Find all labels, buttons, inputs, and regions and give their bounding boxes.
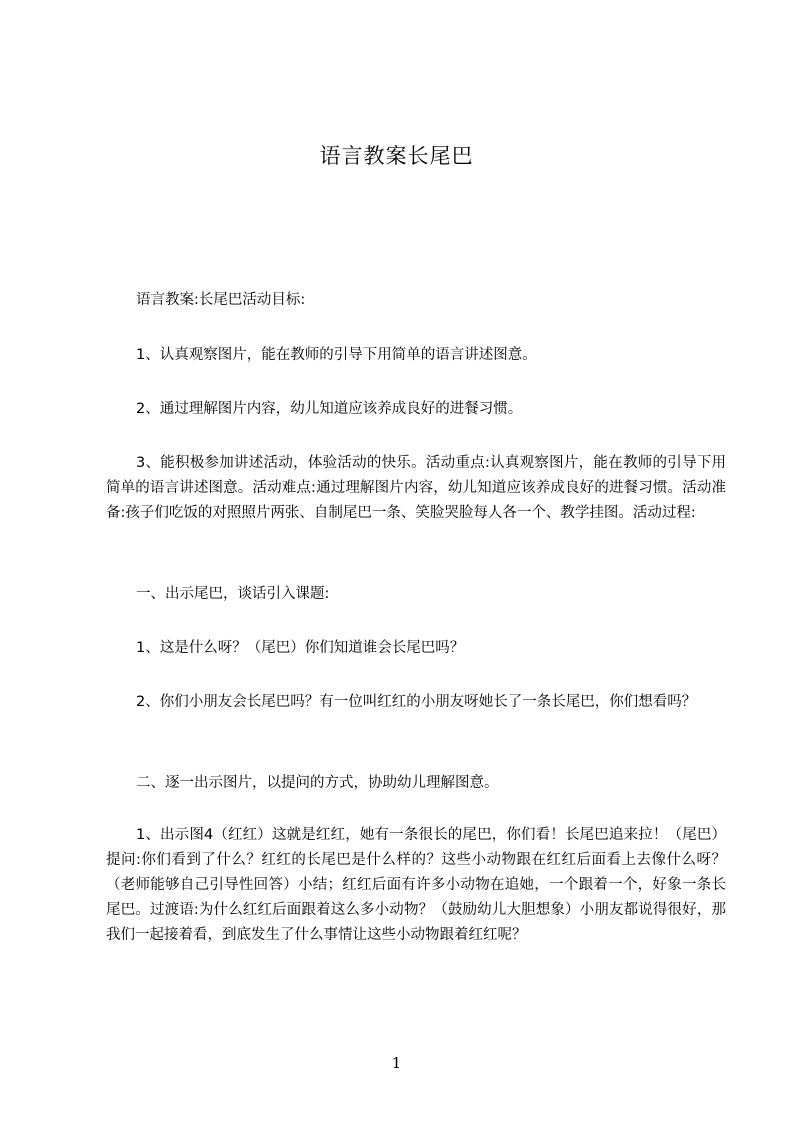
paragraph-goal-1 bbox=[106, 343, 726, 368]
paragraph-step-3 bbox=[106, 823, 726, 948]
paragraph-goal-2 bbox=[106, 397, 726, 422]
paragraph-section-2 bbox=[106, 771, 726, 796]
paragraph-step-1 bbox=[106, 636, 726, 661]
paragraph-text: 一、出示尾巴，谈话引入课题: bbox=[136, 586, 330, 602]
paragraph-goal-3 bbox=[106, 451, 726, 526]
paragraph-text: 语言教案:长尾巴活动目标: bbox=[136, 292, 306, 308]
paragraph-text: 二、逐一出示图片，以提问的方式，协助幼儿理解图意。 bbox=[136, 775, 499, 791]
paragraph-section-1 bbox=[106, 582, 726, 607]
paragraph-text: 2、通过理解图片内容，幼儿知道应该养成良好的进餐习惯。 bbox=[136, 401, 523, 417]
paragraph-text: 1、这是什么呀？（尾巴）你们知道谁会长尾巴吗？ bbox=[136, 640, 465, 656]
page-number: 1 bbox=[391, 1054, 402, 1072]
paragraph-text: 3、能积极参加讲述活动，体验活动的快乐。活动重点:认真观察图片，能在教师的引导下用简单的语言讲述图意。活动难点:通过理解图片内容，幼儿知道应该养成良好的进餐习惯。活动准备:孩子们吃饭的对照照片两张、自制尾巴一条、笑脸哭脸每人各一个、教学挂图。活动过程: bbox=[106, 455, 726, 521]
page-title: 语言教案长尾巴 bbox=[319, 144, 474, 168]
paragraph-text: 1、认真观察图片，能在教师的引导下用简单的语言讲述图意。 bbox=[136, 347, 537, 363]
paragraph-intro bbox=[106, 288, 726, 313]
paragraph-step-2 bbox=[106, 690, 726, 715]
paragraph-text: 1、出示图4（红红）这就是红红，她有一条很长的尾巴，你们看！长尾巴追来拉！（尾巴）提问:你们看到了什么？红红的长尾巴是什么样的？这些小动物跟在红红后面看上去像什么呀？（老师能够自己引导性回答）小结；红红后面有许多小动物在追她，一个跟着一个，好象一条长尾巴。过渡语:为什么红红后面跟着这么多小动物？（鼓励幼儿大胆想象）小朋友都说得很好，那我们一起接着看，到底发生了什么事情让这些小动物跟着红红呢？ bbox=[106, 827, 726, 943]
paragraph-text: 2、你们小朋友会长尾巴吗？有一位叫红红的小朋友呀她长了一条长尾巴，你们想看吗？ bbox=[136, 694, 697, 710]
